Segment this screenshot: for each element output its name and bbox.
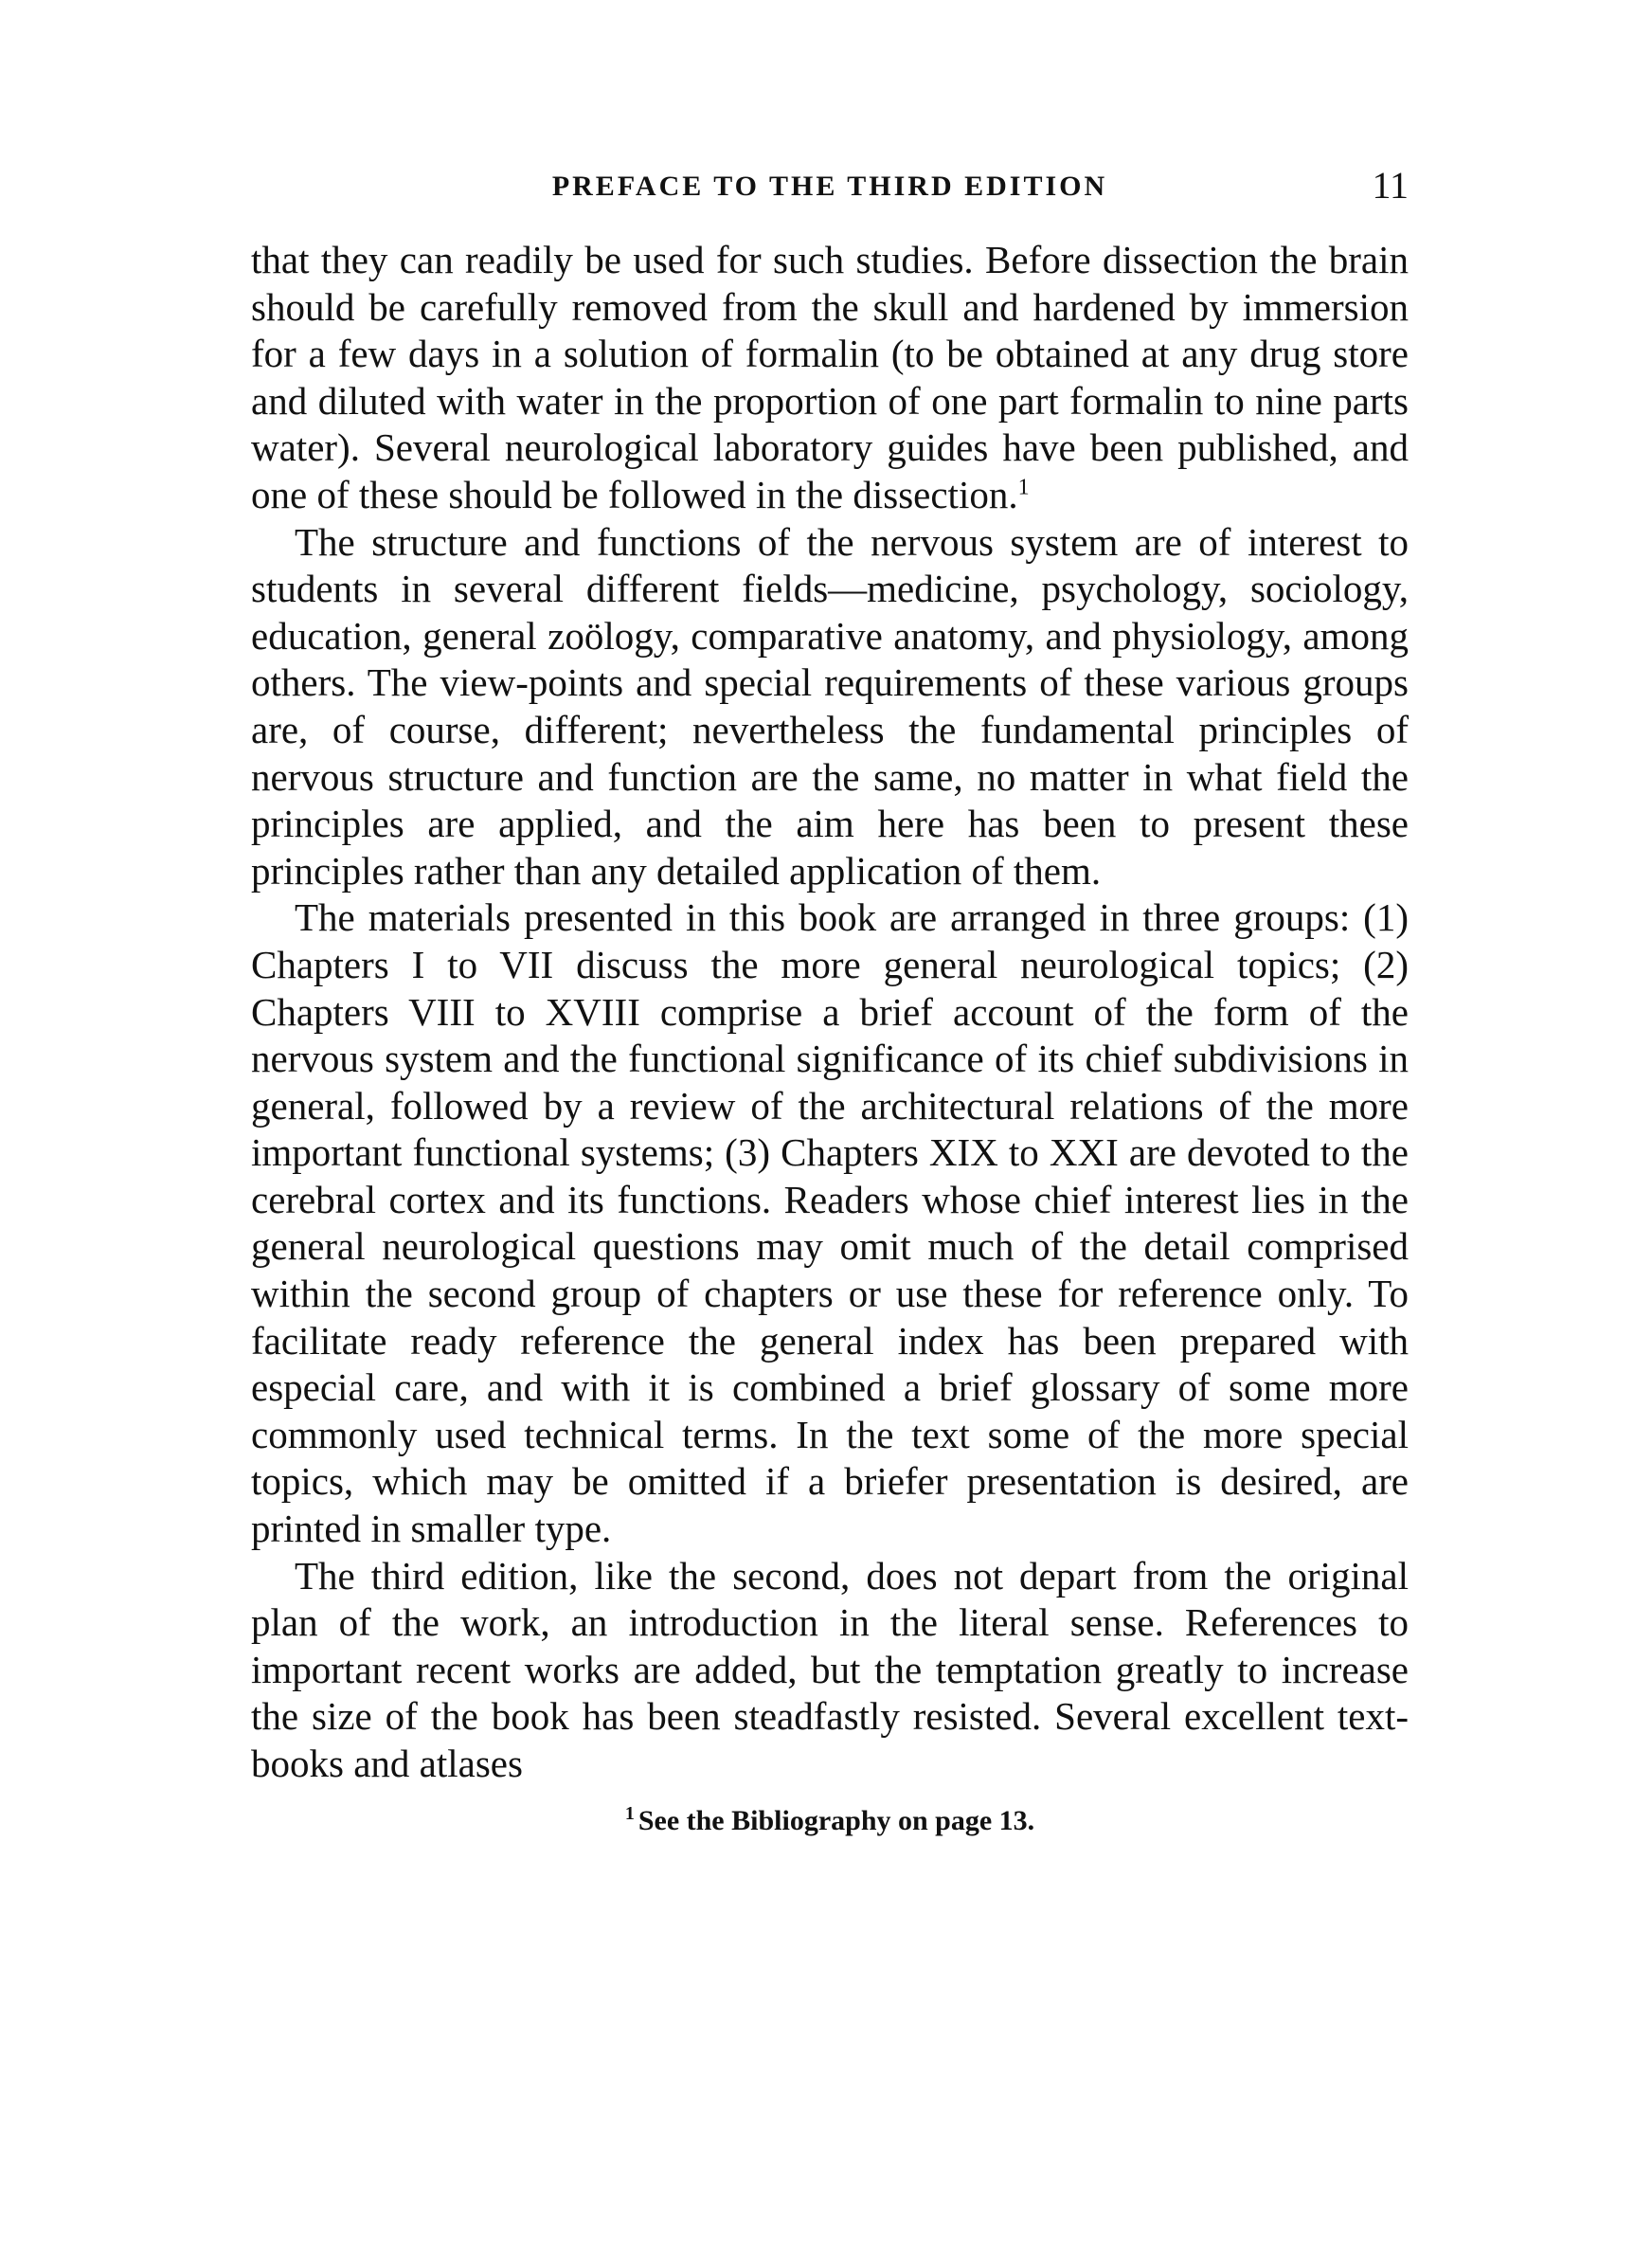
running-head <box>251 161 1409 218</box>
footnote-text: See the Bibliography on page 13. <box>637 1804 1035 1836</box>
running-title: PREFACE TO THE THIRD EDITION <box>551 171 1108 202</box>
footnote-mark: 1 <box>624 1802 635 1824</box>
paragraph-text: that they can readily be used for such studies. Before dissection the brain should be carefully removed from the skull and hardened by immersion for a few days in a solution of formalin (to be obtained at any drug store and diluted with water in the proportion of one part formalin to nine parts water). Several neurological laboratory guides have been published, and one of these should be followed in the dissection. <box>251 238 1409 516</box>
page-number: 11 <box>1372 164 1409 207</box>
paragraph-third-edition: The third edition, like the second, does not depart from the original plan of the work, an introduction in the literal sense. References to important recent works are added, but the temptation greatly to increase the size of the book has been steadfastly resisted. Several excellent text-books and atlases <box>251 1553 1409 1785</box>
footnote <box>251 1802 1409 1837</box>
paragraph-continuation <box>251 237 1409 519</box>
book-page <box>251 161 1409 1837</box>
paragraph-arrangement: The materials presented in this book are arranged in three groups: (1) Chapters I to VII discuss the more general neurological topics; (2) Chapters VIII to XVIII comprise a brief account of the form of the nervous system and the functional significance of its chief subdivisions in general, followed by a review of the architectural relations of the more important functional systems; (3) Chapters XIX to XXI are devoted to the cerebral cortex and its functions. Readers whose chief interest lies in the general neurological questions may omit much of the detail comprised within the second group of chapters or use these for reference only. To facilitate ready reference the general index has been prepared with especial care, and with it is combined a brief glossary of some more commonly used technical terms. In the text some of the more special topics, which may be omitted if a briefer presentation is desired, are printed in smaller type. <box>251 895 1409 1551</box>
paragraph-audience: The structure and functions of the nervous system are of interest to students in several different fields—medicine, psychology, sociology, education, general zoölogy, comparative anatomy, and physiology, among others. The view-points and special requirements of these various groups are, of course, different; nevertheless the fundamental principles of nervous structure and function are the same, no matter in what field the principles are applied, and the aim here has been to present these principles rather than any detailed application of them. <box>251 519 1409 893</box>
footnote-reference: 1 <box>1017 475 1030 500</box>
